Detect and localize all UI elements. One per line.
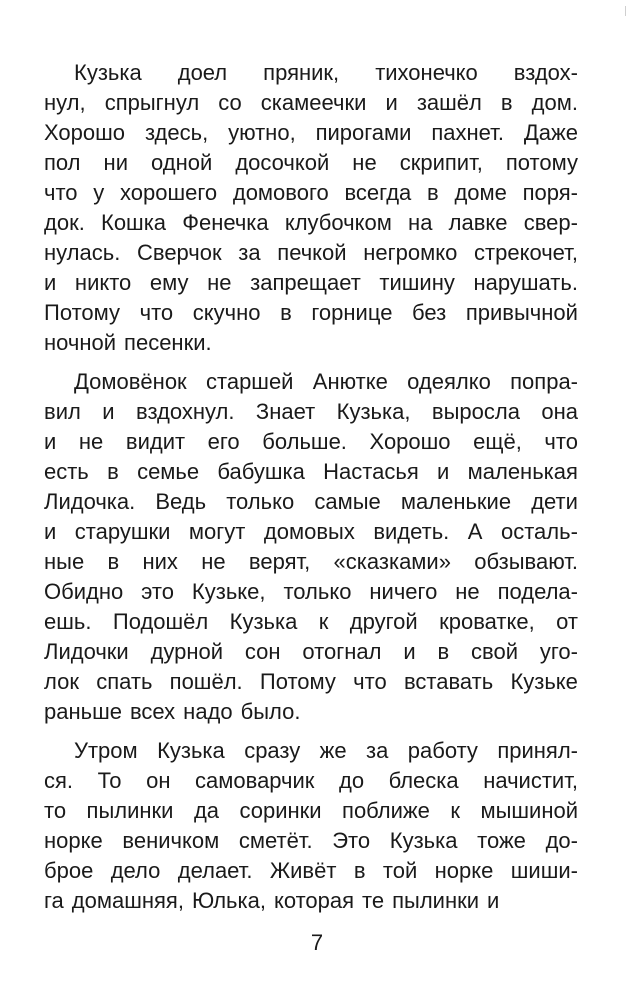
text-line: Кузька доел пряник, тихонечко вздох- [74, 60, 578, 85]
text-line: и не видит его больше. Хорошо ещё, что [44, 429, 578, 454]
text-line: Домовёнок старшей Анютке одеялко попра- [74, 369, 578, 394]
text-line: и старушки могут домовых видеть. А осталь- [44, 519, 578, 544]
paragraph [44, 58, 578, 358]
text-line: ные в них не верят, «сказками» обзывают. [44, 549, 578, 574]
text-line: ешь. Подошёл Кузька к другой кроватке, от [44, 609, 578, 634]
text-line: и никто ему не запрещает тишину нарушать. [44, 270, 578, 295]
paragraph [44, 367, 578, 727]
text-line: есть в семье бабушка Настасья и маленькая [44, 459, 578, 484]
text-line: нулась. Сверчок за печкой негромко стрекочет, [44, 240, 578, 265]
text-line: Лидочка. Ведь только самые маленькие дети [44, 489, 578, 514]
text-line: лок спать пошёл. Потому что вставать Кузьке [44, 669, 578, 694]
text-line: норке веничком сметёт. Это Кузька тоже до- [44, 828, 578, 853]
body-text [44, 58, 578, 925]
scan-edge-mark [622, 6, 626, 16]
text-line: Лидочки дурной сон отогнал и в свой уго- [44, 639, 578, 664]
text-line: док. Кошка Фенечка клубочком на лавке свер- [44, 210, 578, 235]
text-line: га домашняя, Юлька, которая те пылинки и [44, 888, 500, 913]
text-line: Утром Кузька сразу же за работу принял- [74, 738, 578, 763]
page-number: 7 [310, 930, 324, 955]
text-line: раньше всех надо было. [44, 699, 301, 724]
text-line: ся. То он самоварчик до блеска начистит, [44, 768, 578, 793]
text-line: нул, спрыгнул со скамеечки и зашёл в дом. [44, 90, 578, 115]
text-line: что у хорошего домового всегда в доме поря- [44, 180, 578, 205]
text-line: Хорошо здесь, уютно, пирогами пахнет. Даже [44, 120, 578, 145]
text-line: то пылинки да соринки поближе к мышиной [44, 798, 578, 823]
text-line: ночной песенки. [44, 330, 212, 355]
paragraph [44, 736, 578, 916]
text-line: вил и вздохнул. Знает Кузька, выросла она [44, 399, 578, 424]
text-line: пол ни одной досочкой не скрипит, потому [44, 150, 578, 175]
text-line: Обидно это Кузьке, только ничего не подела- [44, 579, 578, 604]
text-line: брое дело делает. Живёт в той норке шиши- [44, 858, 578, 883]
text-line: Потому что скучно в горнице без привычной [44, 300, 578, 325]
